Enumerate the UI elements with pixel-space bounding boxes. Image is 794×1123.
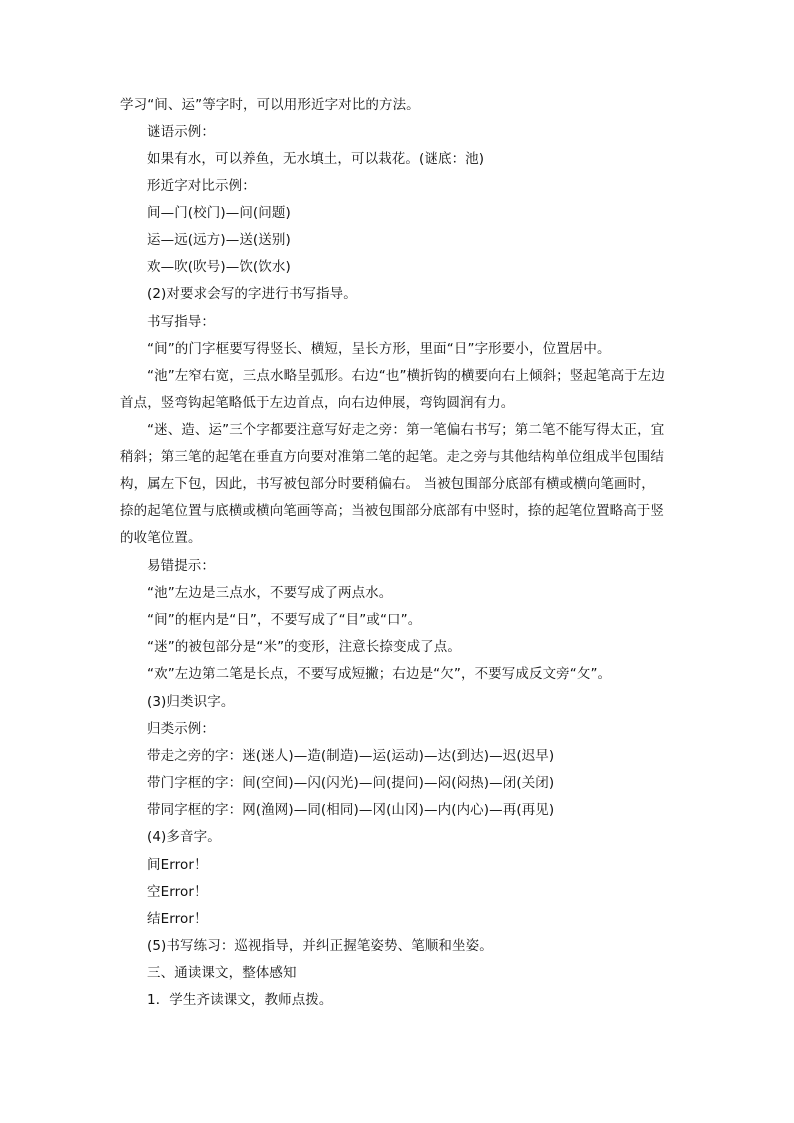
text-line: 欢—吹(吹号)—饮(饮水) (147, 259, 291, 275)
text-line: 如果有水，可以养鱼，无水填土，可以栽花。(谜底：池) (147, 151, 485, 167)
text-line: “间”的门字框要写得竖长、横短，呈长方形，里面“日”字形要小，位置居中。 (147, 341, 611, 357)
text-line: 结Error！ (147, 911, 208, 927)
text-line: (2)对要求会写的字进行书写指导。 (147, 286, 357, 302)
text-line: “池”左边是三点水，不要写成了两点水。 (147, 585, 393, 601)
text-line: 运—远(远方)—送(送别) (147, 232, 291, 248)
text-line: “池”左窄右宽，三点水略呈弧形。右边“也”横折钩的横要向右上倾斜；竖起笔高于左边 (147, 368, 665, 384)
text-line: 归类示例： (147, 721, 215, 737)
text-line: 的收笔位置。 (120, 530, 202, 546)
text-line: 首点，竖弯钩起笔略低于左边首点，向右边伸展，弯钩圆润有力。 (120, 395, 515, 411)
text-line: 1．学生齐读课文，教师点拨。 (147, 992, 333, 1008)
text-line: 间—门(校门)—问(问题) (147, 205, 291, 221)
text-line: “迷”的被包部分是“米”的变形，注意长捺变成了点。 (147, 639, 461, 655)
text-line: 稍斜；第三笔的起笔在垂直方向要对准第二笔的起笔。走之旁与其他结构单位组成半包围结 (120, 449, 664, 465)
text-line: “迷、造、运”三个字都要注意写好走之旁：第一笔偏右书写；第二笔不能写得太正，宜 (147, 422, 665, 438)
text-line: “欢”左边第二笔是长点，不要写成短撇；右边是“欠”，不要写成反文旁“攵”。 (147, 666, 612, 682)
text-line: (3)归类识字。 (147, 694, 235, 710)
text-line: 谜语示例： (147, 124, 215, 140)
text-line: 学习“间、运”等字时，可以用形近字对比的方法。 (120, 97, 420, 113)
text-line: 书写指导： (147, 314, 215, 330)
text-line: 易错提示： (147, 558, 215, 574)
text-line: (4)多音字。 (147, 829, 221, 845)
text-line: 构，属左下包，因此，书写被包部分时要稍偏右。 当被包围部分底部有横或横向笔画时， (120, 476, 655, 492)
text-line: 形近字对比示例： (147, 178, 256, 194)
text-line: 间Error！ (147, 857, 208, 873)
text-line: 捺的起笔位置与底横或横向笔画等高；当被包围部分底部有中竖时，捺的起笔位置略高于竖 (120, 503, 664, 519)
text-line: “间”的框内是“日”，不要写成了“目”或“口”。 (147, 612, 422, 628)
text-line: 带走之旁的字：迷(迷人)—造(制造)—运(运动)—达(到达)—迟(迟早) (147, 748, 555, 764)
text-line: 带同字框的字：网(渔网)—同(相同)—冈(山冈)—内(内心)—再(再见) (147, 802, 555, 818)
text-line: (5)书写练习：巡视指导，并纠正握笔姿势、笔顺和坐姿。 (147, 938, 493, 954)
text-line: 空Error！ (147, 884, 208, 900)
text-line: 带门字框的字：间(空间)—闪(闪光)—问(提问)—闷(闷热)—闭(关闭) (147, 775, 555, 791)
section-heading: 三、通读课文，整体感知 (147, 965, 297, 981)
